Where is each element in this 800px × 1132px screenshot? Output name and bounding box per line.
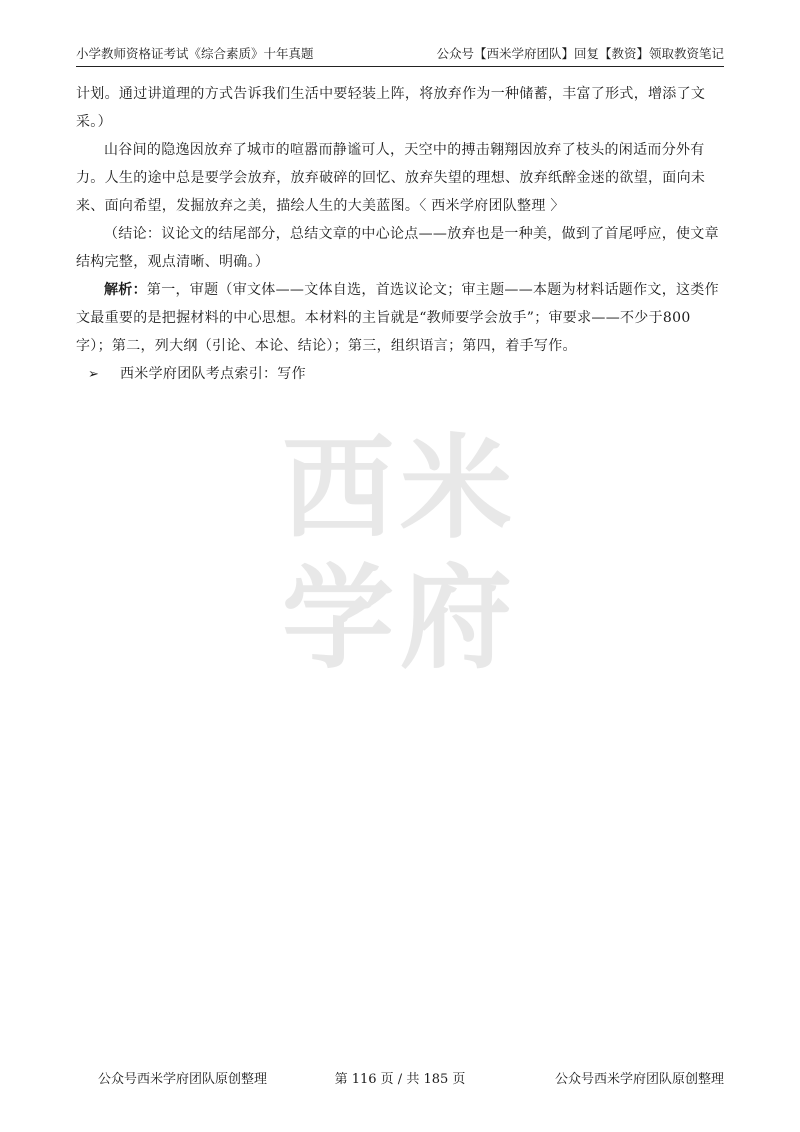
exam-point-text: 西米学府团队考点索引：写作 <box>120 366 306 382</box>
paragraph-continuation: 计划。通过讲道理的方式告诉我们生活中要轻装上阵，将放弃作为一种储蓄，丰富了形式，增添了文采。） <box>76 86 706 130</box>
page-number: 第 116 页 / 共 185 页 <box>334 1072 466 1087</box>
page-header <box>76 42 724 67</box>
exam-point-index <box>76 360 724 389</box>
arrow-bullet-icon: ➢ <box>88 367 100 382</box>
header-title: 小学教师资格证考试《综合素质》十年真题 <box>76 46 314 61</box>
watermark-line-1: 西米 <box>282 424 518 554</box>
document-body <box>76 80 724 389</box>
watermark-line-2: 学府 <box>282 554 518 684</box>
paragraph-conclusion-body: 山谷间的隐逸因放弃了城市的喧嚣而静谧可人，天空中的搏击翱翔因放弃了枝头的闲适而分外有力。人生的途中总是要学会放弃，放弃破碎的回忆、放弃失望的理想、放弃纸醉金迷的欲望，面向未来、面向希望，发掘放弃之美，描绘人生的大美蓝图。〈 西米学府团队整理 〉 <box>76 142 706 214</box>
header-promo: 公众号【西米学府团队】回复【教资】领取教资笔记 <box>436 46 724 61</box>
page-footer <box>76 1068 724 1092</box>
paragraph-conclusion-note: （结论：议论文的结尾部分，总结文章的中心论点——放弃也是一种美，做到了首尾呼应，使文章结构完整，观点清晰、明确。） <box>76 226 719 270</box>
watermark-logo <box>268 424 532 700</box>
footer-right-credit: 公众号西米学府团队原创整理 <box>554 1072 724 1087</box>
analysis-paragraph <box>76 276 724 360</box>
analysis-text: 第一，审题（审文体——文体自选，首选议论文；审主题——本题为材料话题作文，这类作文最重要的是把握材料的中心思想。本材料的主旨就是“教师要学会放手”；审要求——不少于800字）；第二，列大纲（引论、本论、结论）；第三，组织语言；第四，着手写作。 <box>76 282 719 354</box>
footer-left-credit: 公众号西米学府团队原创整理 <box>98 1072 268 1087</box>
analysis-label: 解析： <box>104 282 147 298</box>
